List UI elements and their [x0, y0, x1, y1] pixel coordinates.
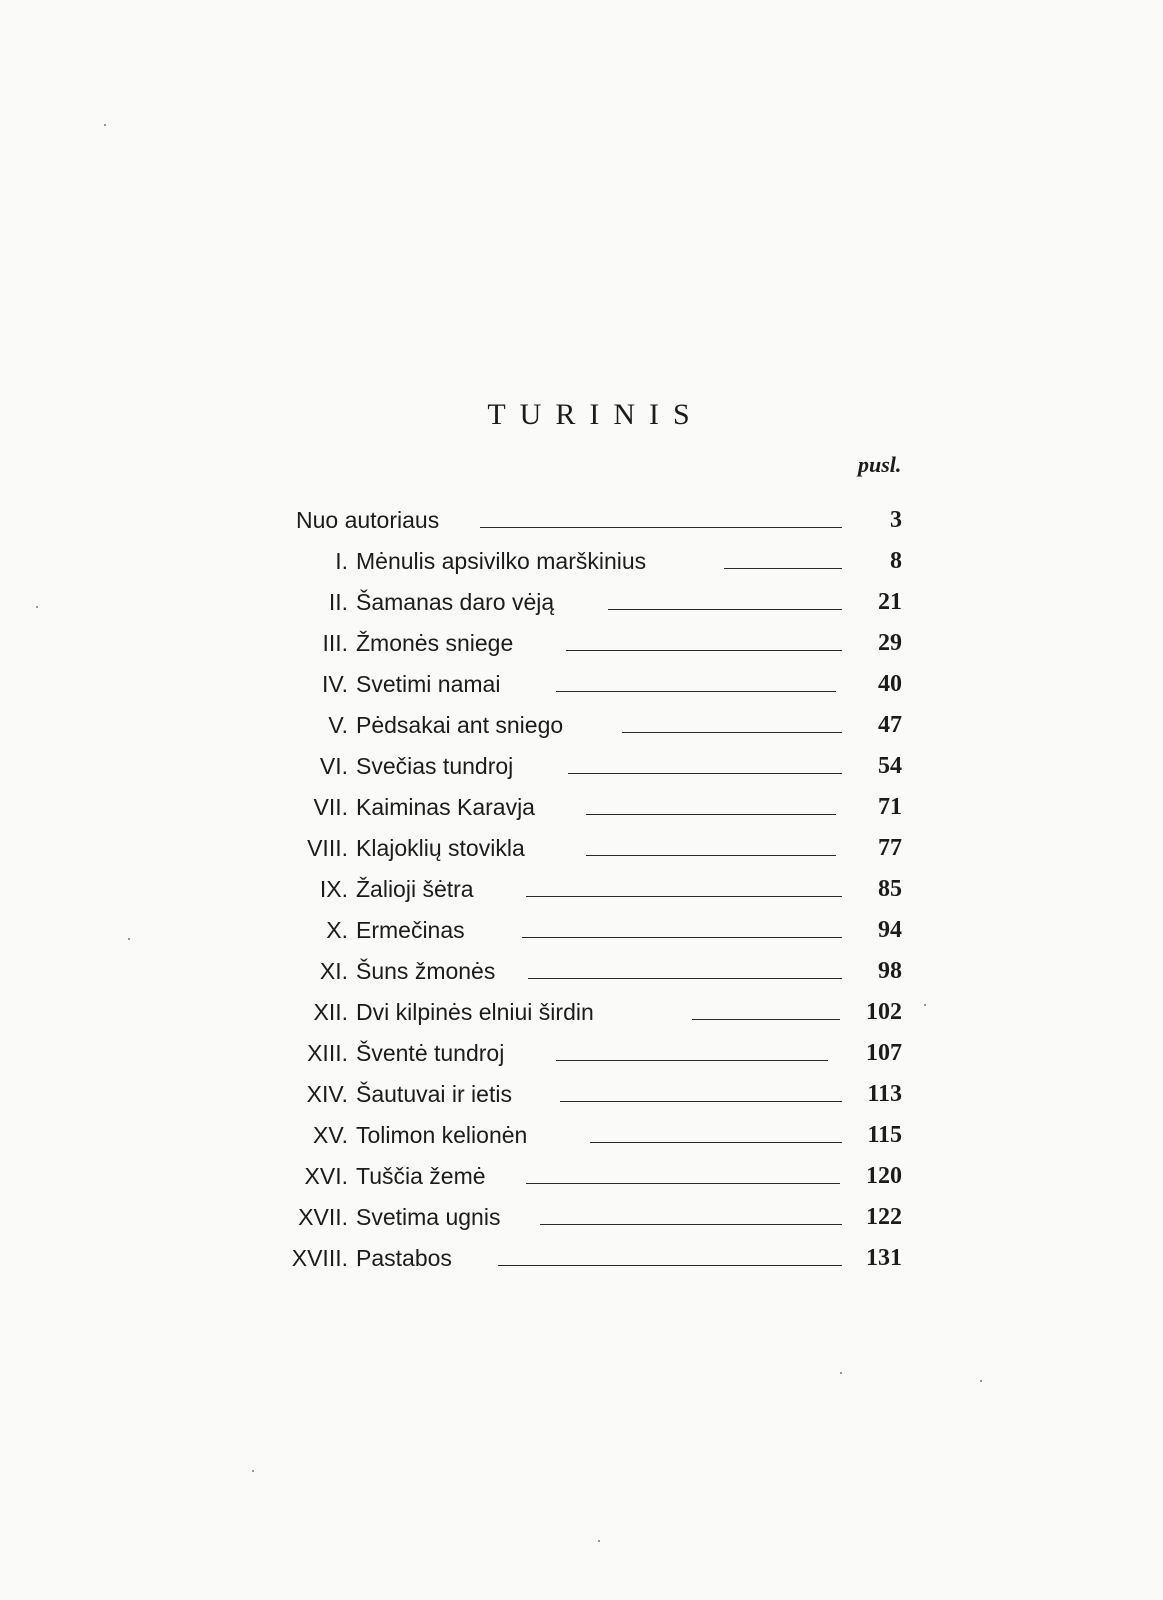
- toc-entry-page: 8: [890, 548, 902, 574]
- scan-speck: [252, 1470, 254, 1472]
- toc-entry-number: III.: [322, 630, 348, 656]
- toc-entry-page: 122: [866, 1204, 902, 1230]
- toc-entry-page: 102: [866, 999, 902, 1025]
- toc-entry-page: 85: [878, 876, 902, 902]
- toc-entry: [280, 787, 920, 828]
- toc-entry-title: Žmonės sniege: [356, 630, 514, 656]
- toc-entry-page: 113: [867, 1081, 902, 1107]
- dot-leader: [522, 937, 842, 938]
- toc-entry: [280, 1156, 920, 1197]
- dot-leader: [498, 1265, 842, 1266]
- dot-leader: [622, 732, 842, 733]
- toc-entry: [280, 951, 920, 992]
- dot-leader: [692, 1019, 840, 1020]
- toc-entry-number: IV.: [321, 671, 348, 697]
- toc-entry: [280, 828, 920, 869]
- toc-entry-title: Kaiminas Karavja: [356, 794, 535, 820]
- toc-entry-number: XVII.: [298, 1204, 348, 1230]
- toc-entry-number: XIV.: [306, 1081, 348, 1107]
- toc-entry-page: 107: [866, 1040, 902, 1066]
- dot-leader: [540, 1224, 842, 1225]
- scan-speck: [128, 938, 130, 940]
- page-column-label: pusl.: [858, 452, 902, 477]
- toc-entry: [280, 746, 920, 787]
- toc-entry-number: V.: [328, 712, 348, 738]
- toc-entry-title: Nuo autoriaus: [296, 507, 440, 533]
- dot-leader: [556, 1060, 828, 1061]
- toc-entry: [280, 500, 920, 541]
- toc-entry: [280, 623, 920, 664]
- toc-entry: [280, 582, 920, 623]
- scan-speck: [598, 1540, 600, 1542]
- toc-entry: [280, 1238, 920, 1279]
- toc-entry-title: Šuns žmonės: [356, 958, 496, 984]
- toc-entry-title: Žalioji šėtra: [356, 876, 474, 902]
- toc-entry-title: Mėnulis apsivilko marškinius: [356, 548, 647, 574]
- dot-leader: [566, 650, 842, 651]
- dot-leader: [480, 527, 842, 528]
- dot-leader: [568, 773, 842, 774]
- toc-entry-page: 47: [878, 712, 902, 738]
- toc-entry-page: 131: [866, 1245, 902, 1271]
- toc-entry-title: Pastabos: [356, 1245, 452, 1271]
- scan-speck: [104, 124, 106, 126]
- dot-leader: [586, 814, 836, 815]
- toc-entry-page: 29: [878, 630, 902, 656]
- dot-leader: [586, 855, 836, 856]
- toc-entry-page: 115: [867, 1122, 902, 1148]
- dot-leader: [724, 568, 842, 569]
- toc-entry: [280, 1074, 920, 1115]
- toc-entry-title: Klajoklių stovikla: [356, 835, 525, 861]
- toc-entry-title: Šautuvai ir ietis: [356, 1081, 512, 1107]
- toc-entry-number: XV.: [313, 1122, 348, 1148]
- toc-entry-number: XI.: [319, 958, 348, 984]
- dot-leader: [526, 896, 842, 897]
- toc-entry-page: 40: [878, 671, 902, 697]
- scan-speck: [36, 606, 38, 608]
- toc-entry-page: 98: [878, 958, 902, 984]
- toc-entry-title: Tolimon kelionėn: [356, 1122, 528, 1148]
- toc-entry-number: VII.: [313, 794, 348, 820]
- toc-entry-title: Svečias tundroj: [356, 753, 514, 779]
- toc-entry-title: Pėdsakai ant sniego: [356, 712, 564, 738]
- toc-entry-number: XII.: [313, 999, 348, 1025]
- page-title: TURINIS: [487, 398, 704, 431]
- dot-leader: [526, 1183, 840, 1184]
- toc-entry-number: X.: [326, 917, 348, 943]
- toc-entry-number: XVI.: [304, 1163, 348, 1189]
- toc-entry-page: 77: [878, 835, 902, 861]
- toc-entry: [280, 1033, 920, 1074]
- toc-entry: [280, 1197, 920, 1238]
- toc-entry-number: II.: [328, 589, 348, 615]
- toc-entry: [280, 541, 920, 582]
- toc-entry-title: Ermečinas: [356, 917, 465, 943]
- toc-entry: [280, 1115, 920, 1156]
- dot-leader: [590, 1142, 842, 1143]
- toc-entry-page: 21: [878, 589, 902, 615]
- toc-entry-title: Tuščia žemė: [356, 1163, 486, 1189]
- toc-entry: [280, 910, 920, 951]
- toc-entry-number: I.: [335, 548, 348, 574]
- toc-entry-title: Šamanas daro vėją: [356, 589, 555, 615]
- dot-leader: [556, 691, 836, 692]
- scan-speck: [980, 1380, 982, 1382]
- toc-entry-number: VIII.: [307, 835, 348, 861]
- toc-entry-title: Svetimi namai: [356, 671, 501, 697]
- scan-speck: [840, 1372, 842, 1374]
- toc-entry-page: 3: [890, 507, 902, 533]
- toc-entry-number: IX.: [319, 876, 348, 902]
- toc-entry-number: XVIII.: [291, 1245, 348, 1271]
- toc-entry: [280, 705, 920, 746]
- toc-entry-title: Dvi kilpinės elniui širdin: [356, 999, 594, 1025]
- toc-entry-title: Šventė tundroj: [356, 1040, 505, 1066]
- dot-leader: [528, 978, 842, 979]
- dot-leader: [608, 609, 842, 610]
- table-of-contents: [280, 500, 920, 1279]
- toc-entry-page: 94: [878, 917, 902, 943]
- toc-entry-page: 71: [878, 794, 902, 820]
- scan-speck: [924, 1004, 926, 1006]
- toc-entry-page: 120: [866, 1163, 902, 1189]
- toc-entry-number: VI.: [319, 753, 348, 779]
- toc-entry: [280, 992, 920, 1033]
- dot-leader: [560, 1101, 842, 1102]
- toc-entry-title: Svetima ugnis: [356, 1204, 501, 1230]
- toc-entry-number: XIII.: [307, 1040, 348, 1066]
- toc-entry: [280, 664, 920, 705]
- toc-entry: [280, 869, 920, 910]
- toc-entry-page: 54: [878, 753, 902, 779]
